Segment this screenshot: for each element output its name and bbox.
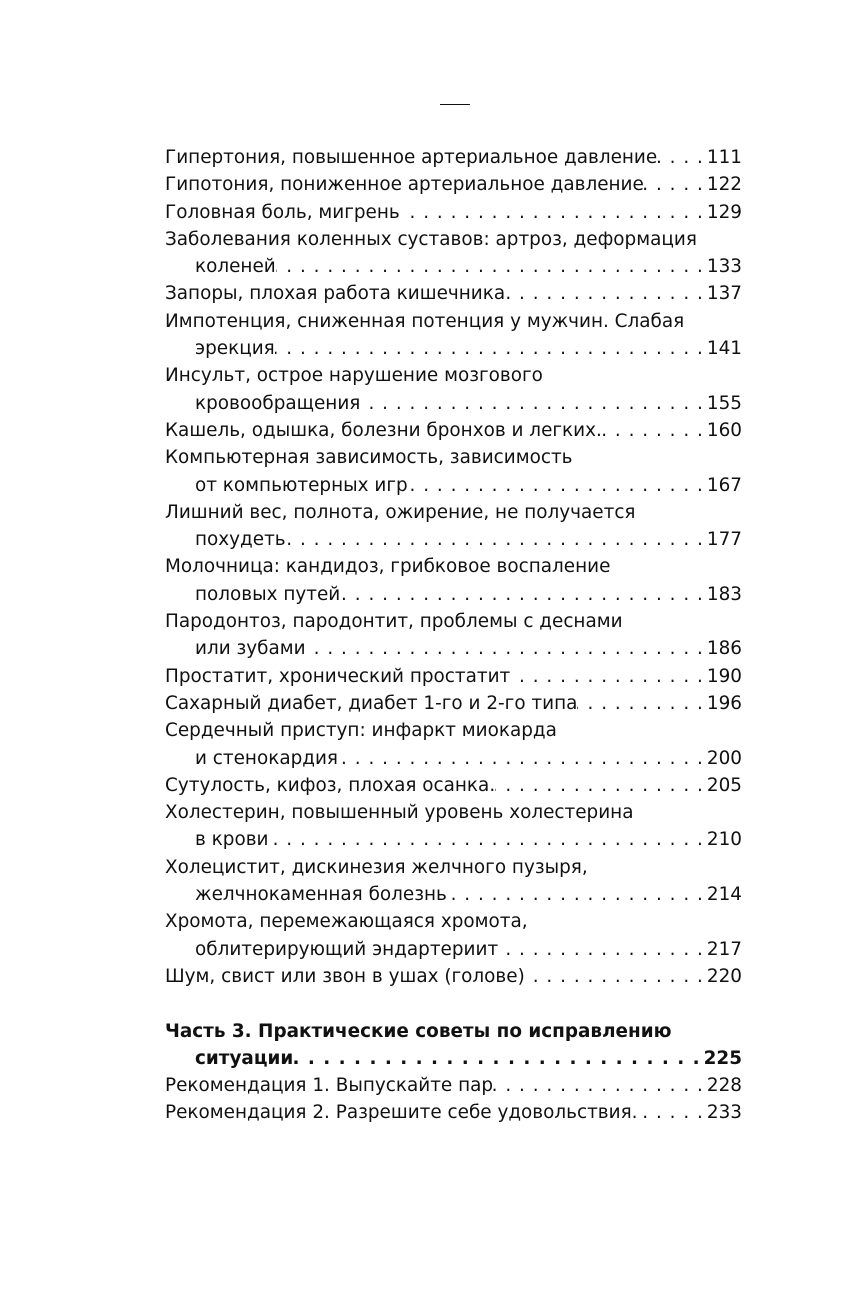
toc-entry-title: или зубами — [195, 638, 306, 660]
toc-entry-title: Гипотония, пониженное артериальное давление — [165, 174, 644, 196]
toc-page-number: 122 — [706, 174, 742, 196]
leader-dots — [495, 772, 707, 799]
toc-entry-line — [165, 1018, 742, 1045]
toc-entry-title: желчнокаменная болезнь — [195, 884, 447, 906]
toc-page-number: 217 — [706, 938, 742, 960]
toc-page-number: 137 — [706, 283, 742, 305]
toc-entry-line — [165, 499, 742, 526]
toc-entry-line — [165, 963, 742, 990]
toc-entry-title: Простатит, хронический простатит — [165, 665, 511, 687]
toc-entry-title: Хромота, перемежающаяся хромота, — [165, 911, 528, 933]
toc-page-number: 167 — [706, 474, 742, 496]
toc-entry-title: Холестерин, повышенный уровень холестерина — [165, 802, 634, 824]
section-gap — [165, 990, 742, 1017]
toc-entry-line — [165, 581, 742, 608]
leader-dots — [400, 199, 707, 226]
toc-entry-title: кровообращения — [195, 392, 361, 414]
toc-page-number: 233 — [706, 1102, 742, 1124]
toc-page-number: 214 — [706, 884, 742, 906]
leader-dots — [447, 881, 707, 908]
leader-dots — [577, 690, 707, 717]
leader-dots — [360, 390, 707, 417]
toc-entry-line — [165, 472, 742, 499]
leader-dots — [338, 745, 707, 772]
toc-entry-line — [165, 335, 742, 362]
toc-entry-title: Холецистит, дискинезия желчного пузыря, — [165, 856, 588, 878]
leader-dots — [493, 1072, 707, 1099]
toc-entry-title: Гипертония, повышенное артериальное давление — [165, 147, 658, 168]
toc-entry-line — [165, 772, 742, 799]
table-of-contents — [165, 144, 742, 1127]
toc-page-number: 141 — [706, 338, 742, 360]
toc-entry-title: облитерирующий эндартериит — [195, 938, 499, 960]
toc-entry-title: Сердечный приступ: инфаркт миокарда — [165, 720, 557, 742]
toc-entry-line — [165, 526, 742, 553]
toc-entry-title: коленей — [195, 256, 276, 278]
toc-entry-title: похудеть — [195, 529, 286, 551]
toc-entry-title: Заболевания коленных суставов: артроз, деформация — [165, 228, 697, 250]
toc-entry-line — [165, 226, 742, 253]
toc-entry-title: Головная боль, мигрень — [165, 201, 400, 223]
toc-page-number: 183 — [706, 583, 742, 605]
toc-entry-title: Запоры, плохая работа кишечника — [165, 283, 506, 305]
toc-page-number: 186 — [706, 638, 742, 660]
toc-part3 — [165, 1018, 742, 1073]
toc-entry-line — [165, 280, 742, 307]
leader-dots — [638, 1099, 707, 1126]
toc-page-number: 210 — [706, 829, 742, 851]
leader-dots — [275, 335, 707, 362]
toc-entry-title: Компьютерная зависимость, зависимость — [165, 447, 573, 469]
leader-dots — [269, 826, 707, 853]
toc-entry-line — [165, 908, 742, 935]
toc-entry-title: эрекция — [195, 338, 275, 360]
toc-entry-line — [165, 745, 742, 772]
toc-entry-title: Молочница: кандидоз, грибковое воспаление — [165, 556, 611, 578]
toc-page-number: 155 — [706, 392, 742, 414]
leader-dots — [525, 963, 707, 990]
header-rule — [440, 104, 470, 105]
toc-page-number: 220 — [706, 965, 742, 987]
toc-entry-line — [165, 799, 742, 826]
toc-entry-title: Кашель, одышка, болезни бронхов и легких. — [165, 419, 602, 441]
toc-page-number: 177 — [706, 529, 742, 551]
toc-page-number: 205 — [706, 774, 742, 796]
toc-entry-line — [165, 690, 742, 717]
leader-dots — [657, 144, 707, 171]
toc-entry-line — [165, 663, 742, 690]
toc-entry-title: ситуации — [195, 1047, 294, 1069]
toc-entry-line — [165, 717, 742, 744]
toc-entry-title: Пародонтоз, пародонтит, проблемы с деснами — [165, 611, 623, 633]
toc-page-number: 133 — [706, 256, 742, 278]
toc-entry-title: Сутулость, кифоз, плохая осанка. — [165, 774, 496, 796]
toc-entry-title: в крови — [195, 829, 269, 851]
toc-entry-title: Импотенция, сниженная потенция у мужчин. Слабая — [165, 310, 685, 332]
toc-entry-line — [165, 308, 742, 335]
toc-page-number: 160 — [706, 419, 742, 441]
leader-dots — [644, 171, 707, 198]
toc-entries — [165, 144, 742, 990]
toc-entry-title: Часть 3. Практические советы по исправлению — [165, 1020, 672, 1042]
toc-entry-line — [165, 144, 742, 171]
leader-dots — [602, 417, 707, 444]
toc-entry-line — [165, 854, 742, 881]
leader-dots — [286, 526, 707, 553]
leader-dots — [340, 581, 707, 608]
toc-entry-line — [165, 390, 742, 417]
toc-entry-line — [165, 553, 742, 580]
leader-dots — [306, 635, 707, 662]
leader-dots — [408, 472, 707, 499]
leader-dots — [505, 280, 707, 307]
toc-entry-line — [165, 936, 742, 963]
toc-entry-line — [165, 199, 742, 226]
toc-entry-title: Шум, свист или звон в ушах (голове) — [165, 965, 525, 987]
leader-dots — [276, 253, 707, 280]
toc-page-number: 225 — [703, 1047, 742, 1069]
toc-page-number: 196 — [706, 692, 742, 714]
toc-entry-title: Рекомендация 1. Выпускайте пар — [165, 1075, 494, 1097]
toc-entry-line — [165, 881, 742, 908]
toc-entry-line — [165, 635, 742, 662]
toc-page-number: 111 — [706, 147, 742, 168]
toc-entry-line — [165, 608, 742, 635]
toc-entry-title: половых путей — [195, 583, 341, 605]
toc-page-number: 129 — [706, 201, 742, 223]
toc-page-number: 228 — [706, 1075, 742, 1097]
toc-entry-title: и стенокардия — [195, 747, 338, 769]
toc-page-number: 200 — [706, 747, 742, 769]
toc-entry-title: Рекомендация 2. Разрешите себе удовольствия. — [165, 1102, 638, 1124]
toc-entry-line — [165, 826, 742, 853]
leader-dots — [498, 936, 707, 963]
toc-entry-line — [165, 417, 742, 444]
toc-recommendations — [165, 1072, 742, 1127]
toc-entry-line — [165, 444, 742, 471]
toc-entry-line — [165, 171, 742, 198]
toc-entry-line — [165, 1045, 742, 1072]
toc-entry-line — [165, 362, 742, 389]
toc-entry-title: Лишний вес, полнота, ожирение, не получается — [165, 501, 636, 523]
toc-entry-title: Инсульт, острое нарушение мозгового — [165, 365, 543, 387]
toc-entry-line — [165, 1099, 742, 1126]
toc-entry-title: от компьютерных игр — [195, 474, 408, 496]
leader-dots — [510, 663, 707, 690]
toc-page-number: 190 — [706, 665, 742, 687]
toc-entry-line — [165, 253, 742, 280]
toc-entry-line — [165, 1072, 742, 1099]
toc-entry-title: Сахарный диабет, диабет 1-го и 2-го типа — [165, 692, 578, 714]
leader-dots — [293, 1045, 703, 1072]
